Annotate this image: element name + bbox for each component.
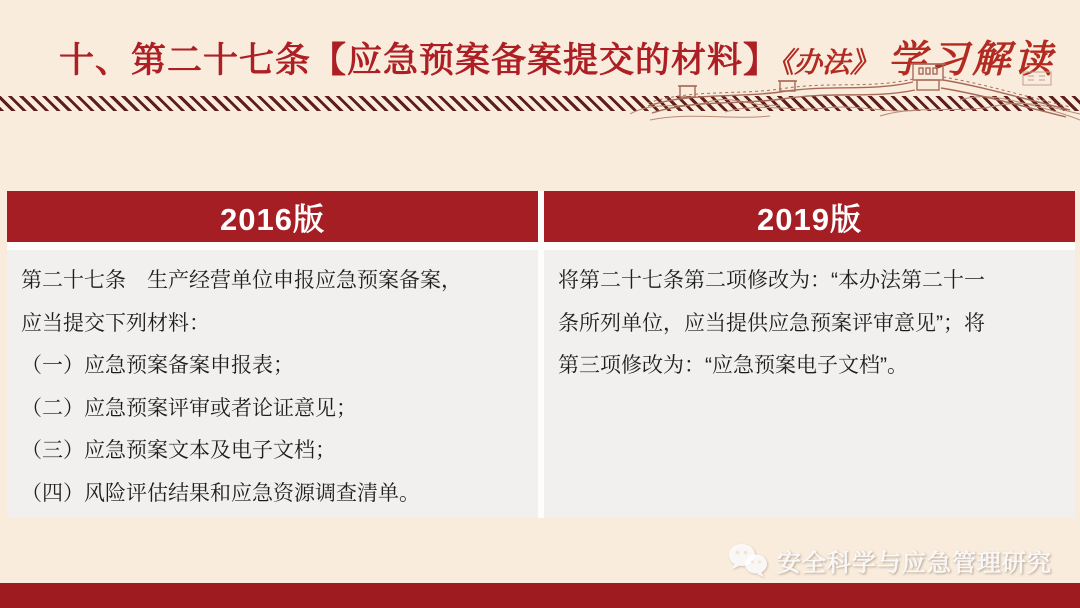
text-line: 第二十七条 生产经营单位申报应急预案备案， [21, 269, 462, 292]
topic-badge: 《办法》 [766, 48, 879, 79]
great-wall-icon [630, 50, 1080, 135]
text-line: （四）风险评估结果和应急资源调查清单。 [21, 481, 420, 505]
comparison-table [7, 191, 1075, 518]
topic-script: 学习解读 [888, 39, 1057, 81]
cell-2016-content [7, 250, 538, 518]
wechat-icon [725, 540, 771, 580]
footer-band [0, 583, 1080, 608]
cell-2019-content [544, 250, 1075, 518]
page-title: 十、第二十七条【应急预案备案提交的材料】 [59, 41, 780, 80]
channel-watermark [725, 540, 1052, 580]
seal-stamp-icon [1023, 72, 1051, 85]
column-header-2019: 2019版 [544, 191, 1075, 242]
text-line: （三）应急预案文本及电子文档； [21, 439, 336, 462]
text-line: 第三项修改为：“应急预案电子文档”。 [558, 354, 908, 377]
column-header-2016: 2016版 [7, 191, 538, 242]
text-line: （一）应急预案备案申报表； [21, 354, 294, 377]
text-line: 将第二十七条第二项修改为：“本办法第二十一 [558, 269, 985, 292]
watermark-text: 安全科学与应急管理研究 [777, 549, 1052, 577]
text-line: 应当提交下列材料： [21, 311, 210, 335]
text-line: 条所列单位，应当提供应急预案评审意见”；将 [558, 311, 985, 335]
text-line: （二）应急预案评审或者论证意见； [21, 396, 357, 420]
